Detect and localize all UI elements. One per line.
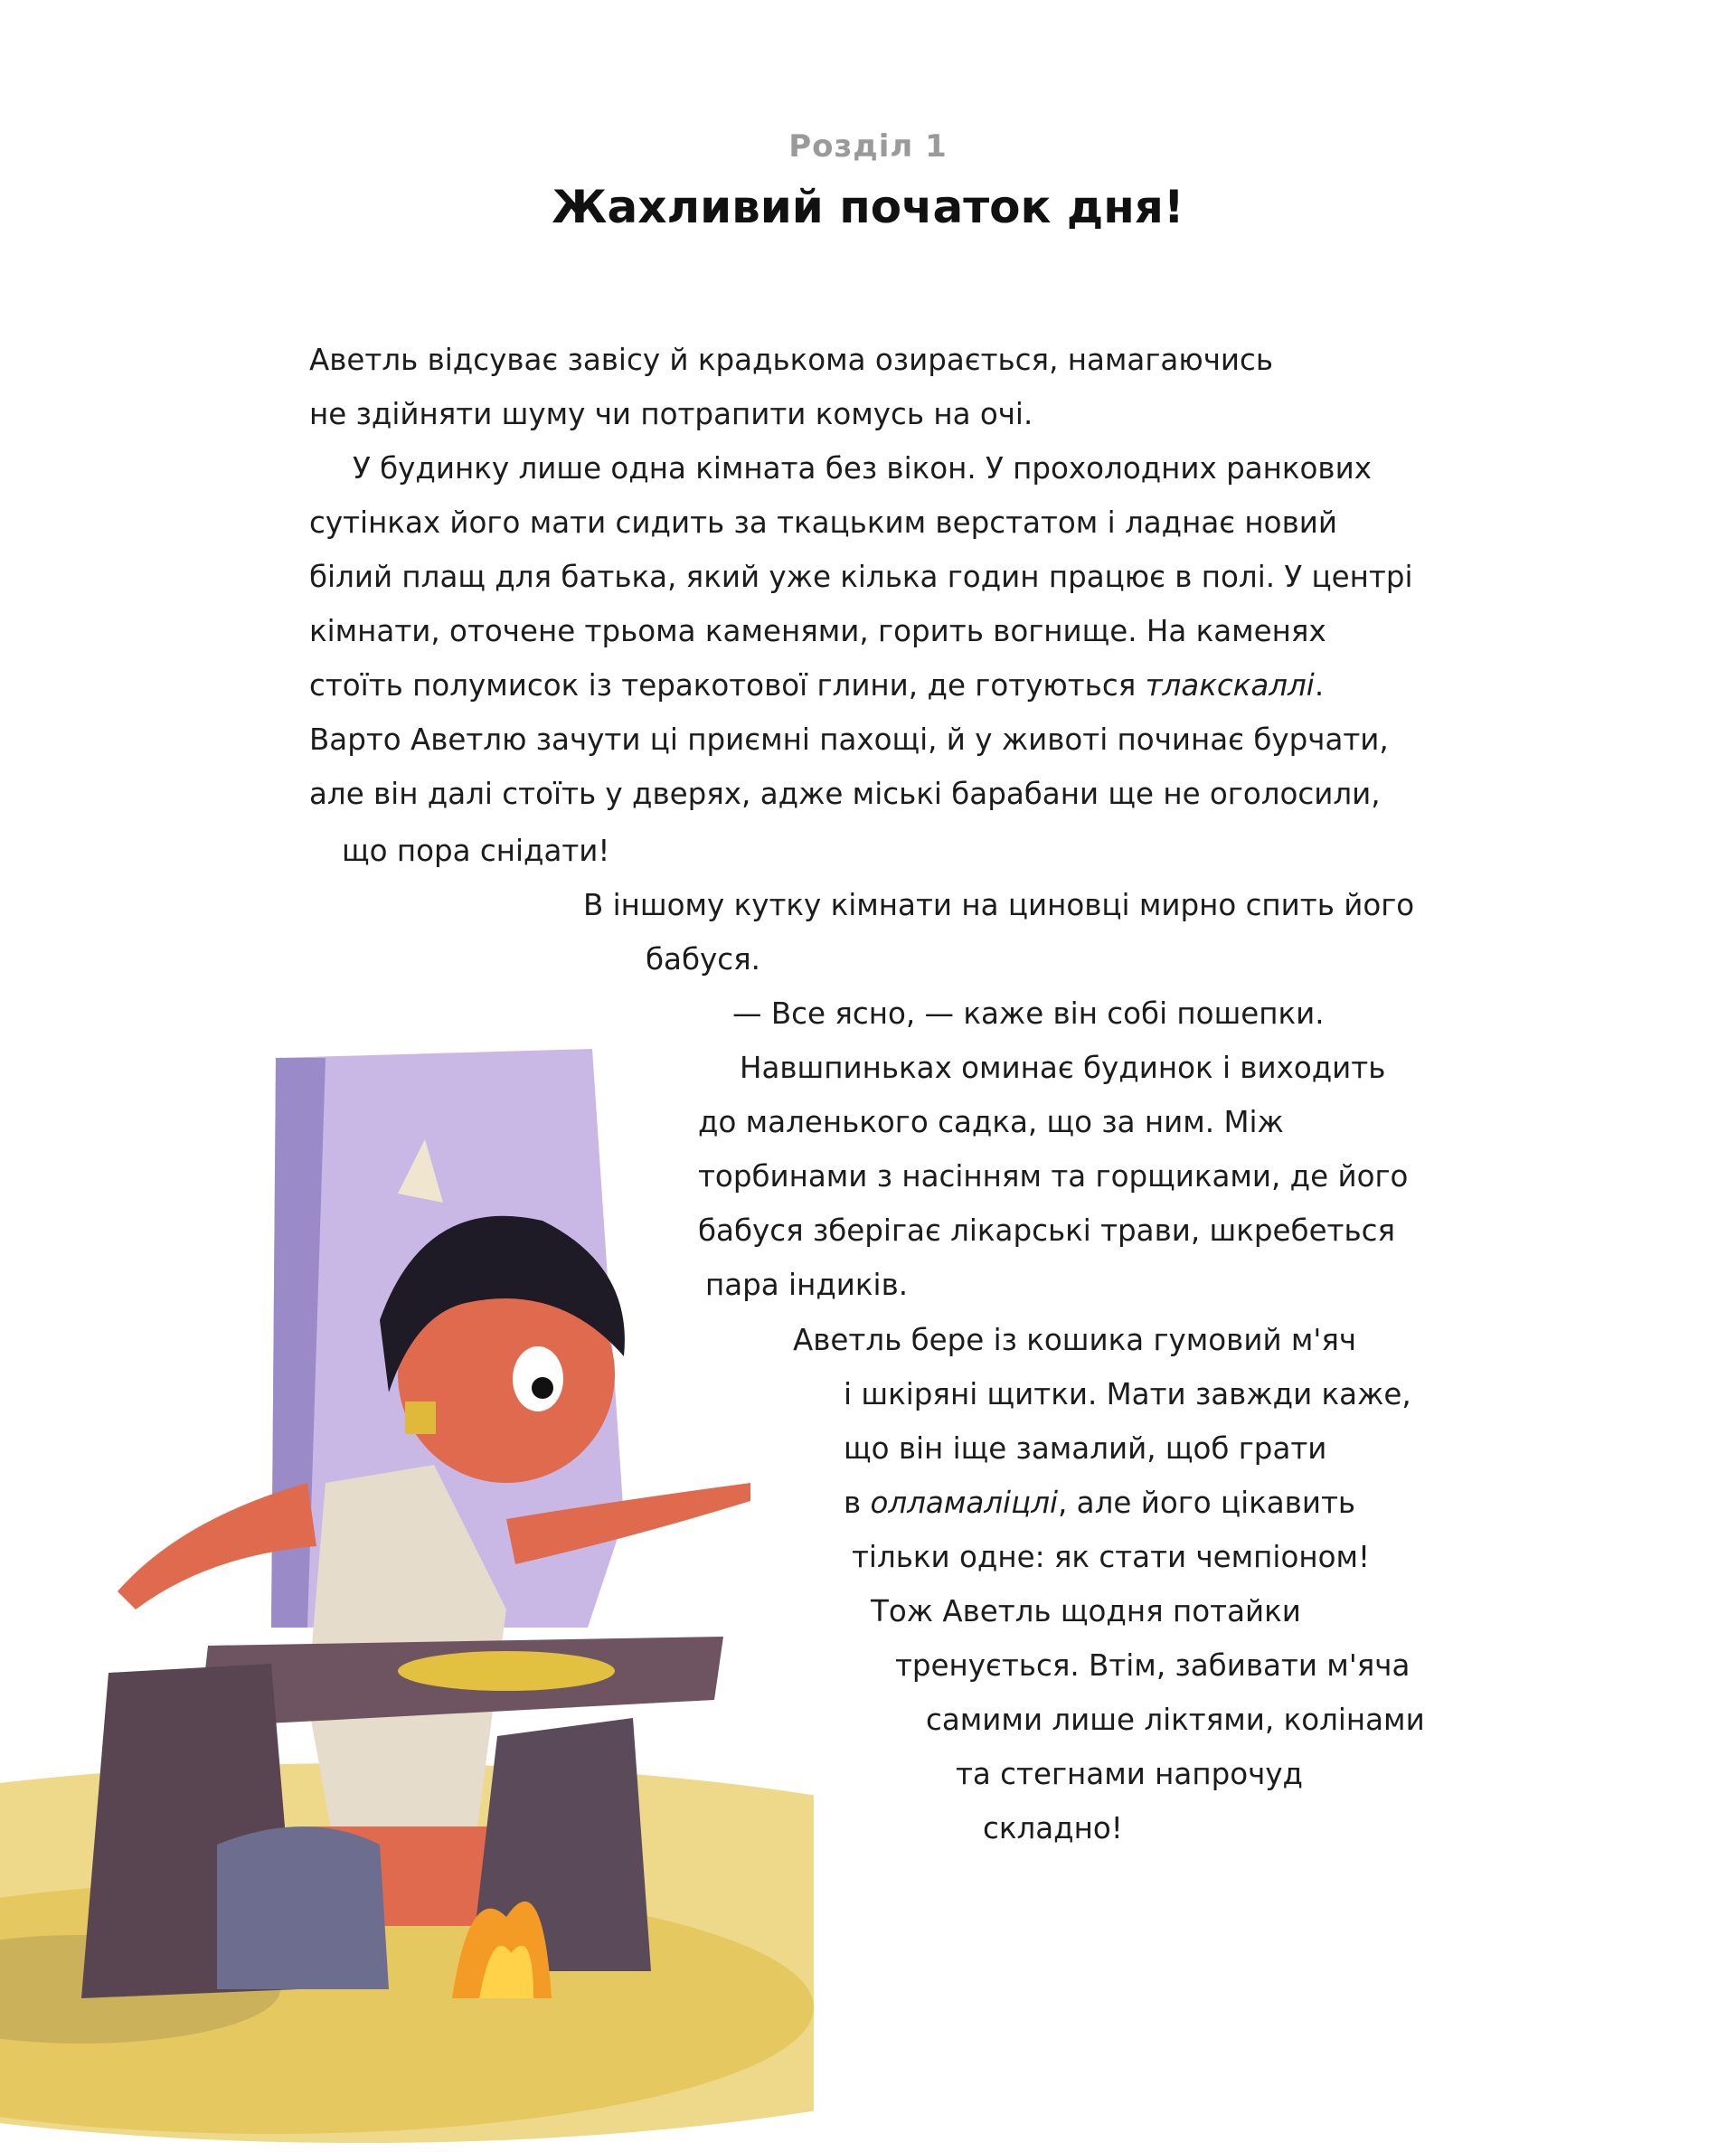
text-line: бабуся зберігає лікарські трави, шкребеться (698, 1213, 1396, 1248)
text-line: до маленького садка, що за ним. Між (698, 1105, 1284, 1139)
text-line: Аветль бере із кошика гумовий м'яч (793, 1323, 1357, 1357)
text-run: . (1314, 668, 1325, 703)
illustration-boy-at-hearth (0, 1013, 814, 2152)
text-line: В іншому кутку кімнати на циновці мирно спить його (583, 888, 1415, 922)
text-line: але він далі стоїть у дверях, адже міські барабани ще не оголосили, (309, 777, 1381, 811)
text-line: Аветль відсуває завісу й крадькома озирається, намагаючись (309, 343, 1274, 377)
text-line: — Все ясно, — каже він собі пошепки. (732, 996, 1325, 1031)
text-run: , але його цікавить (1058, 1486, 1356, 1520)
text-line: Навшпиньках оминає будинок і виходить (740, 1051, 1386, 1085)
text-line: і шкіряні щитки. Мати завжди каже, (844, 1377, 1411, 1411)
text-line (844, 1485, 1355, 1521)
text-line: білий плащ для батька, який уже кілька годин працює в полі. У центрі (309, 560, 1413, 594)
text-line: пара індиків. (705, 1268, 909, 1302)
text-line: Тож Аветль щодня потайки (871, 1594, 1301, 1628)
text-line: бабуся. (646, 942, 760, 977)
italic-term: олламаліцлі (870, 1486, 1059, 1520)
text-line: торбинами з насінням та горщиками, де його (698, 1159, 1409, 1194)
text-line: сутінках його мати сидить за ткацьким верстатом і ладнає новий (309, 505, 1337, 540)
italic-term: тлакскаллі (1145, 668, 1315, 703)
text-line (309, 667, 1324, 703)
text-line: Варто Аветлю зачути ці приємні пахощі, й у животі починає бурчати, (309, 722, 1389, 757)
text-line: самими лише ліктями, колінами (926, 1703, 1425, 1737)
text-line: та стегнами напрочуд (956, 1757, 1304, 1791)
text-line: тренується. Втім, забивати м'яча (895, 1648, 1410, 1683)
chapter-title: Жахливий початок дня! (552, 181, 1184, 233)
text-run: стоїть полумисок із теракотової глини, де готуються (309, 668, 1146, 703)
text-line: кімнати, оточене трьома каменями, горить вогнище. На каменях (309, 614, 1326, 648)
text-line: тільки одне: як стати чемпіоном! (852, 1540, 1371, 1574)
text-run: в (844, 1486, 871, 1520)
text-line: складно! (983, 1811, 1123, 1845)
text-line: що він іще замалий, щоб грати (844, 1431, 1327, 1466)
text-line: що пора снідати! (342, 834, 610, 868)
chapter-label: Розділ 1 (788, 128, 948, 165)
text-line: не здійняти шуму чи потрапити комусь на очі. (309, 397, 1033, 431)
text-line: У будинку лише одна кімната без вікон. У прохолодних ранкових (353, 451, 1372, 486)
